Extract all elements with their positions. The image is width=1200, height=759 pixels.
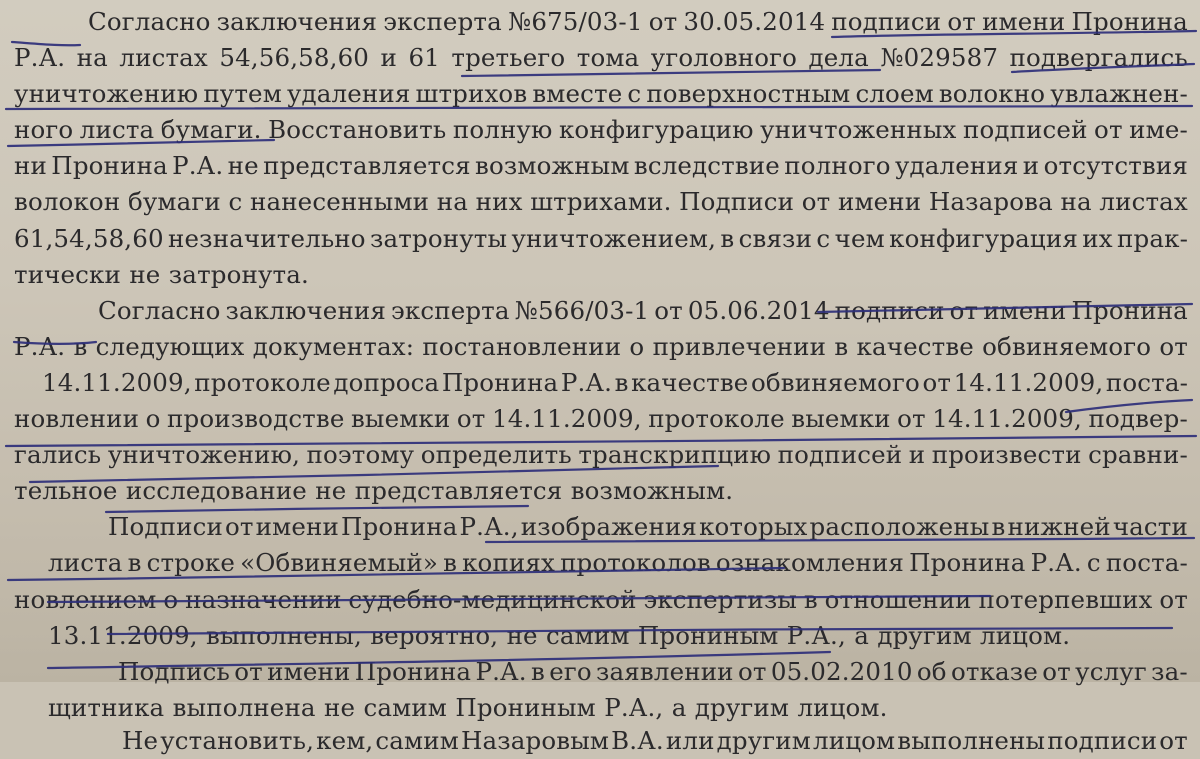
word: привлечении	[652, 331, 827, 361]
word: сравни-	[1088, 440, 1188, 470]
word: Пронина	[1071, 295, 1188, 325]
word: тома	[576, 43, 640, 73]
word: поста-	[1105, 548, 1188, 578]
word: Пронина	[1071, 7, 1188, 36]
text-line	[14, 509, 1188, 545]
word: их	[1082, 223, 1113, 253]
word: на	[436, 187, 469, 217]
word: а	[671, 692, 687, 722]
word: дела	[808, 43, 869, 73]
word: Р.А.,	[786, 620, 846, 650]
word: которых	[699, 512, 808, 542]
word: отказе	[950, 656, 1038, 686]
word: от	[456, 404, 486, 434]
word: полного	[784, 151, 891, 181]
word: установить,	[160, 725, 315, 755]
word: «Обвиняемый»	[240, 548, 439, 578]
word: лицом.	[797, 692, 888, 722]
word: подписей	[962, 115, 1088, 145]
word: третьего	[451, 43, 566, 73]
word: Согласно	[98, 295, 221, 325]
word: имени	[983, 295, 1067, 325]
text-line	[14, 221, 1188, 257]
word: Пронина	[354, 656, 472, 686]
word: с	[816, 223, 831, 253]
word: Прониным	[455, 692, 596, 722]
word: ознакомления	[715, 548, 905, 578]
word: них	[475, 187, 523, 217]
word: поста-	[1105, 367, 1188, 397]
word: отношении	[824, 584, 972, 614]
word: части	[1112, 512, 1188, 542]
word: уничтоженных	[760, 115, 957, 145]
word: подвергались	[1009, 43, 1188, 73]
word: новлении	[14, 404, 140, 434]
word: эксперта	[383, 7, 502, 36]
text-line	[14, 437, 1188, 473]
word: Подпись	[118, 656, 230, 686]
word: затронута.	[168, 259, 309, 289]
word: представляется	[263, 151, 471, 181]
word: 14.11.2009,	[953, 367, 1104, 397]
word: Назарова	[928, 187, 1053, 217]
word: самим	[375, 725, 459, 755]
word: подвер-	[1088, 404, 1188, 434]
word: уничтожению,	[107, 440, 301, 470]
word: его	[549, 656, 592, 686]
word: лицом	[813, 725, 896, 755]
word: о	[145, 404, 161, 434]
word: с	[228, 187, 243, 217]
word: 54,56,58,60	[219, 43, 370, 73]
word: удаления	[286, 79, 411, 109]
word: путем	[203, 79, 282, 109]
word: документах:	[252, 331, 415, 361]
word: имени	[982, 7, 1066, 36]
word: и	[1022, 151, 1040, 181]
word: выемки	[350, 404, 451, 434]
text-line	[14, 76, 1188, 112]
word: судебно-медицинской	[348, 584, 637, 614]
word: листах	[119, 43, 208, 73]
text-line	[14, 473, 1188, 509]
word: не	[324, 692, 356, 722]
word: №566/03-1	[514, 295, 650, 325]
word: в	[991, 512, 1006, 542]
word: от	[1159, 584, 1188, 614]
word: Р.А.	[560, 367, 613, 397]
word: возможным	[475, 151, 630, 181]
word: Р.А.	[1030, 548, 1082, 578]
text-line	[14, 690, 1188, 726]
word: экспертизы	[643, 584, 797, 614]
word: 05.06.2014	[687, 295, 830, 325]
word: новлением	[14, 584, 157, 614]
word: от	[801, 187, 831, 217]
word: от	[737, 656, 767, 686]
word: от	[949, 295, 979, 325]
word: качестве	[856, 331, 974, 361]
word: 05.02.2010	[770, 656, 913, 686]
word: Р.А.	[14, 331, 66, 361]
word: другим	[716, 725, 811, 755]
text-line	[14, 401, 1188, 437]
word: имени	[267, 656, 351, 686]
word: с	[1086, 548, 1101, 578]
word: другим	[694, 692, 790, 722]
word: Пронина	[909, 548, 1026, 578]
word: производстве	[167, 404, 345, 434]
word: в	[530, 656, 545, 686]
word: протоколов	[560, 548, 711, 578]
word: №029587	[880, 43, 999, 73]
word: щитника	[48, 692, 165, 722]
word: в	[720, 223, 735, 253]
word: выемки	[791, 404, 891, 434]
word: уничтожением,	[511, 223, 717, 253]
word: не	[227, 151, 259, 181]
word: тически	[14, 259, 121, 289]
word: не	[129, 259, 161, 289]
word: Согласно	[88, 7, 211, 36]
text-line	[14, 257, 1188, 293]
word: заявлении	[596, 656, 734, 686]
text-line	[14, 184, 1188, 220]
word: назначении	[185, 584, 342, 614]
word: 14.11.2009,	[42, 367, 192, 397]
word: волокно	[938, 79, 1046, 109]
word: услуг	[1075, 656, 1147, 686]
word: в	[834, 331, 849, 361]
word: Подписи	[108, 512, 223, 542]
word: от	[648, 7, 678, 36]
word: обвиняемого	[750, 367, 920, 397]
word: кем,	[316, 725, 374, 755]
word: Р.А.	[475, 656, 527, 686]
word: листах	[1099, 187, 1188, 217]
word: выполнены	[897, 725, 1046, 755]
word: не	[506, 620, 538, 650]
word: возможным.	[570, 476, 734, 506]
text-line	[14, 148, 1188, 184]
word: Восстановить	[268, 115, 447, 145]
word: удаления	[894, 151, 1019, 181]
word: бумаги	[127, 187, 221, 217]
word: обвиняемого	[982, 331, 1152, 361]
word: 13.11.2009,	[48, 620, 198, 650]
word: Р.А.,	[459, 512, 519, 542]
word: 61	[408, 43, 440, 73]
word: конфигурация	[889, 223, 1078, 253]
word: представляется	[354, 476, 563, 506]
text-line	[14, 545, 1188, 581]
word: в	[614, 367, 629, 397]
word: вероятно,	[370, 620, 499, 650]
word: и	[908, 440, 926, 470]
word: на	[76, 43, 108, 73]
word: допроса	[333, 367, 440, 397]
word: изображения	[520, 512, 698, 542]
word: выполнена	[172, 692, 316, 722]
word: от	[897, 404, 926, 434]
word: Р.А.	[14, 43, 66, 73]
word: подписи	[834, 295, 945, 325]
word: ни	[14, 151, 47, 181]
word: волокон	[14, 187, 121, 217]
word: уголовного	[650, 43, 798, 73]
word: в	[443, 548, 458, 578]
word: транскрипцию	[578, 440, 772, 470]
word: следующих	[95, 331, 245, 361]
word: а	[854, 620, 870, 650]
word: нижней	[1007, 512, 1111, 542]
word: прак-	[1117, 223, 1188, 253]
word: 14.11.2009,	[491, 404, 642, 434]
word: об	[916, 656, 947, 686]
word: бумаги.	[160, 115, 262, 145]
word: от	[1159, 725, 1188, 755]
word: в	[73, 331, 88, 361]
word: 61,54,58,60	[14, 223, 164, 253]
word: копиях	[462, 548, 555, 578]
word: нанесенными	[249, 187, 430, 217]
word: от	[654, 295, 683, 325]
word: от	[947, 7, 976, 36]
word: Пронина	[51, 151, 168, 181]
text-line	[14, 4, 1188, 40]
word: отсутствия	[1043, 151, 1188, 181]
word: и	[380, 43, 397, 73]
word: от	[1159, 331, 1188, 361]
word: листа	[48, 548, 123, 578]
text-line	[14, 365, 1188, 401]
document-text	[14, 4, 1188, 759]
text-line	[14, 40, 1188, 76]
word: с	[627, 79, 642, 109]
text-line	[14, 654, 1188, 690]
word: строке	[146, 548, 236, 578]
word: качестве	[631, 367, 749, 397]
word: не	[315, 476, 347, 506]
word: о	[629, 331, 645, 361]
word: лицом.	[979, 620, 1071, 650]
word: произвести	[931, 440, 1082, 470]
word: заключения	[225, 295, 387, 325]
word: Пронина	[341, 512, 458, 542]
word: самим	[363, 692, 448, 722]
word: слоем	[855, 79, 934, 109]
word: полную	[452, 115, 553, 145]
word: Прониным	[637, 620, 779, 650]
word: выполнены,	[206, 620, 362, 650]
text-line	[14, 293, 1188, 329]
word: Назаровым	[461, 725, 610, 755]
word: №675/03-1	[507, 7, 643, 36]
word: затронуты	[370, 223, 508, 253]
word: за-	[1151, 656, 1188, 686]
word: подписей	[777, 440, 903, 470]
word: конфигурацию	[558, 115, 754, 145]
word: связи	[738, 223, 813, 253]
word: ного	[14, 115, 74, 145]
text-line	[14, 329, 1188, 365]
word: протоколе	[194, 367, 331, 397]
word: гались	[14, 440, 102, 470]
word: имени	[255, 512, 339, 542]
word: штрихов	[415, 79, 528, 109]
word: подписи	[831, 7, 942, 36]
word: расположены	[809, 512, 990, 542]
text-line	[14, 723, 1188, 759]
word: 30.05.2014	[683, 7, 826, 36]
word: поверхностным	[646, 79, 851, 109]
word: незначительно	[168, 223, 366, 253]
word: другим	[877, 620, 972, 650]
word: чем	[834, 223, 885, 253]
word: Подписи	[679, 187, 795, 217]
word: эксперта	[391, 295, 510, 325]
word: исследование	[125, 476, 307, 506]
word: листа	[79, 115, 155, 145]
word: тельное	[14, 476, 118, 506]
word: име-	[1129, 115, 1188, 145]
word: постановлении	[422, 331, 622, 361]
text-line	[14, 582, 1188, 618]
word: от	[1042, 656, 1071, 686]
word: заключения	[216, 7, 378, 36]
word: вследствие	[633, 151, 780, 181]
word: Пронина	[441, 367, 559, 397]
word: В.А.	[611, 725, 664, 755]
word: от	[225, 512, 254, 542]
text-line	[14, 112, 1188, 148]
word: 14.11.2009,	[932, 404, 1082, 434]
word: о	[163, 584, 179, 614]
word: подписи	[1047, 725, 1158, 755]
word: от	[234, 656, 263, 686]
word: Р.А.,	[604, 692, 664, 722]
word: потерпевших	[978, 584, 1153, 614]
word: Р.А.	[172, 151, 224, 181]
word: в	[803, 584, 818, 614]
word: уничтожению	[14, 79, 199, 109]
text-line	[14, 618, 1188, 654]
word: или	[665, 725, 715, 755]
word: поэтому	[306, 440, 415, 470]
word: протоколе	[648, 404, 785, 434]
word: самим	[546, 620, 630, 650]
word: на	[1060, 187, 1092, 217]
word: в	[127, 548, 142, 578]
word: определить	[420, 440, 572, 470]
word: от	[922, 367, 952, 397]
word: увлажнен-	[1050, 79, 1188, 109]
word: Не	[122, 725, 159, 755]
word: имени	[837, 187, 922, 217]
word: штрихами.	[530, 187, 672, 217]
word: вместе	[532, 79, 623, 109]
word: от	[1094, 115, 1123, 145]
